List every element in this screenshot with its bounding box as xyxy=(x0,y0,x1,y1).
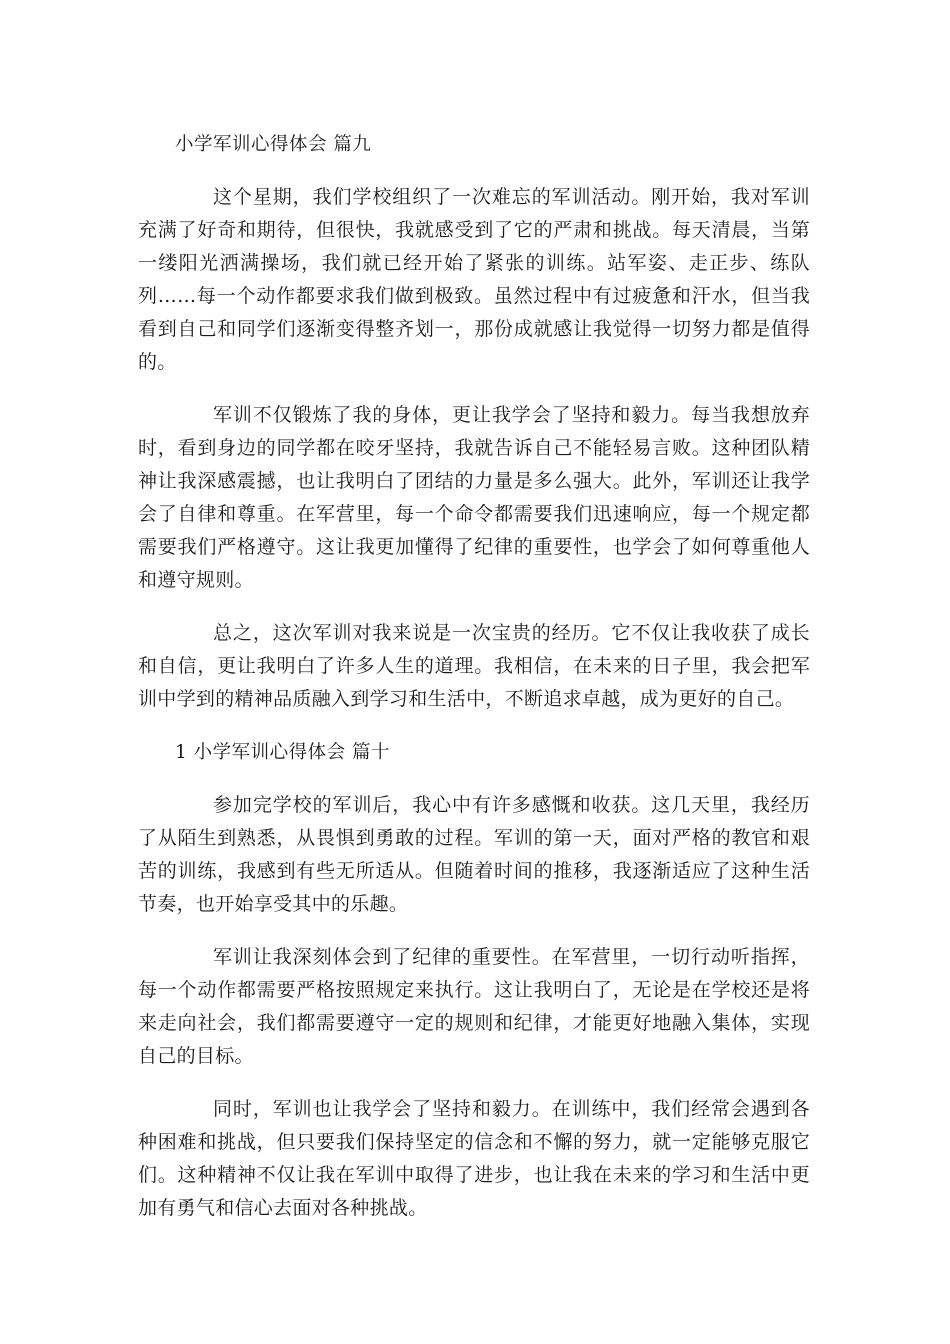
section-title-9: 小学军训心得体会 篇九 xyxy=(175,134,372,155)
document-page xyxy=(138,128,810,1245)
section-9-paragraph-1: 这个星期，我们学校组织了一次难忘的军训活动。刚开始，我对军训充满了好奇和期待，但很快，我就感受到了它的严肃和挑战。每天清晨，当第一缕阳光洒满操场，我们就已经开始了紧张的训练。站军姿、走正步、练队列……每一个动作都要求我们做到极致。虽然过程中有过疲惫和汗水，但当我看到自己和同学们逐渐变得整齐划一，那份成就感让我觉得一切努力都是值得的。 xyxy=(138,186,810,373)
section-10-paragraph-3: 同时，军训也让我学会了坚持和毅力。在训练中，我们经常会遇到各种困难和挑战，但只要我们保持坚定的信念和不懈的努力，就一定能够克服它们。这种精神不仅让我在军训中取得了进步，也让我在未来的学习和生活中更加有勇气和信心去面对各种挑战。 xyxy=(138,1098,810,1219)
section-10-paragraph-2: 军训让我深刻体会到了纪律的重要性。在军营里，一切行动听指挥，每一个动作都需要严格按照规定来执行。这让我明白了，无论是在学校还是将来走向社会，我们都需要遵守一定的规则和纪律，才能更好地融入集体，实现自己的目标。 xyxy=(138,946,810,1067)
section-9-paragraph-3: 总之，这次军训对我来说是一次宝贵的经历。它不仅让我收获了成长和自信，更让我明白了许多人生的道理。我相信，在未来的日子里，我会把军训中学到的精神品质融入到学习和生活中，不断追求卓越，成为更好的自己。 xyxy=(138,622,810,710)
section-title-10: 1 小学军训心得体会 篇十 xyxy=(175,742,391,763)
section-9-paragraph-2: 军训不仅锻炼了我的身体，更让我学会了坚持和毅力。每当我想放弃时，看到身边的同学都在咬牙坚持，我就告诉自己不能轻易言败。这种团队精神让我深感震撼，也让我明白了团结的力量是多么强大。此外，军训还让我学会了自律和尊重。在军营里，每一个命令都需要我们迅速响应，每一个规定都需要我们严格遵守。这让我更加懂得了纪律的重要性，也学会了如何尊重他人和遵守规则。 xyxy=(138,404,810,591)
section-10-paragraph-1: 参加完学校的军训后，我心中有许多感慨和收获。这几天里，我经历了从陌生到熟悉，从畏惧到勇敢的过程。军训的第一天，面对严格的教官和艰苦的训练，我感到有些无所适从。但随着时间的推移，我逐渐适应了这种生活节奏，也开始享受其中的乐趣。 xyxy=(138,794,810,915)
